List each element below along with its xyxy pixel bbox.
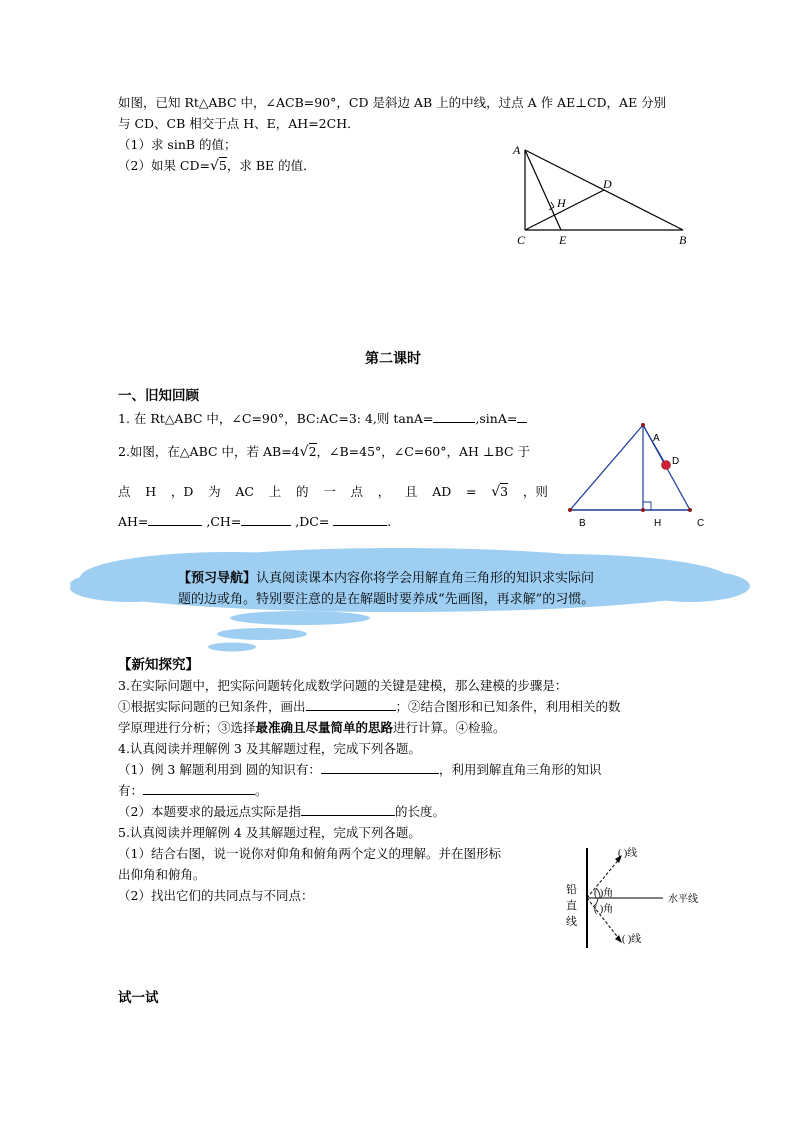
word: 点 — [118, 484, 131, 499]
lesson-title: 第二课时 — [365, 351, 421, 367]
item3-line2-a: ①根据实际问题的已知条件，画出 — [118, 699, 306, 714]
problem1-line1: 如图，已知 Rt△ABC 中，∠ACB=90°，CD 是斜边 AB 上的中线，过点 A 作 AE⊥CD，AE 分别 — [118, 95, 667, 110]
review-item1 — [118, 409, 527, 429]
review-item2-line2 — [118, 482, 548, 502]
item3-line3-b: 进行计算。④检验。 — [393, 720, 506, 735]
label-D: D — [672, 456, 680, 467]
model-blank[interactable] — [306, 698, 396, 711]
word: 且 — [404, 484, 418, 499]
label-A: A — [513, 143, 521, 157]
sqrt-symbol: √ — [210, 158, 219, 174]
review-item1-prefix: 1. 在 Rt△ABC 中，∠C=90°，BC:AC=3: 4,则 tanA= — [118, 411, 434, 426]
label-C: C — [697, 518, 705, 529]
item4-1-b: ，利用到解直角三角形的知识 — [438, 762, 602, 777]
sqrt-radicand: 5 — [218, 158, 227, 173]
explore-item5-1: （1）结合右图，说一说你对仰角和俯角两个定义的理解。并在图形标 — [118, 846, 501, 861]
vertical-label-3: 线 — [566, 916, 577, 928]
explore-item4-1-line2 — [118, 781, 268, 801]
explore-item4-1 — [118, 760, 601, 780]
label-C: C — [517, 233, 526, 247]
explore-item3-line2 — [118, 697, 621, 717]
ch-blank[interactable] — [241, 513, 291, 526]
label-A: A — [653, 433, 660, 444]
word: 上 — [268, 484, 282, 499]
triangle-diagram-1 — [505, 140, 705, 252]
problem1-question2 — [118, 156, 316, 176]
word: ， — [377, 484, 391, 499]
sinA-blank[interactable] — [517, 410, 527, 423]
label-B: B — [679, 233, 687, 247]
item3-line2-b: ；②结合图形和已知条件，利用相关的数 — [395, 699, 621, 714]
question2-suffix: ，求 BE 的值． — [226, 158, 316, 173]
word: 为 — [208, 484, 221, 499]
review-item2-part2: ，∠B=45°，∠C=60°，AH ⊥BC 于 — [316, 444, 531, 459]
item4-2-b: 的长度。 — [394, 804, 445, 819]
ah-label: AH= — [118, 514, 149, 529]
dc-label: ,DC= — [291, 514, 334, 529]
preview-line2: 题的边或角。特别要注意的是在解题时要养成“先画图，再求解”的习惯。 — [178, 592, 595, 607]
farthest-point-blank[interactable] — [301, 803, 395, 816]
ah-blank[interactable] — [148, 513, 202, 526]
word: AD — [432, 484, 452, 499]
item3-line3-bold: 最准确且尽量简单的思路 — [255, 720, 394, 735]
review-heading: 一、旧知回顾 — [118, 388, 199, 404]
line-end: . — [387, 514, 392, 529]
sqrt-radicand: 3 — [500, 484, 509, 499]
explore-item4-2 — [118, 802, 445, 822]
preview-text — [178, 568, 658, 610]
word: 点 — [350, 484, 363, 499]
item3-line3-a: 学原理进行分析；③选择 — [118, 720, 256, 735]
explore-item5-2: （2）找出它们的共同点与不同点： — [118, 888, 314, 903]
sqrt-symbol: √ — [491, 484, 501, 500]
item4-1-c: 有： — [118, 783, 144, 798]
preview-text1: 认真阅读课本内容你将学会用解直角三角形的知识求实际问 — [256, 571, 595, 586]
item4-1-a: （1）例 3 解题利用到 圆的知识有： — [118, 762, 321, 777]
explore-item5-1-line2: 出仰角和俯角。 — [118, 867, 206, 882]
word: 一 — [323, 484, 336, 499]
bottom-line-label: ( )线 — [622, 934, 642, 945]
circle-knowledge-blank[interactable] — [321, 761, 439, 774]
explore-item4: 4.认真阅读并理解例 3 及其解题过程，完成下列各题。 — [118, 741, 421, 756]
word: 的 — [295, 484, 309, 499]
review-item2-part1: 2.如图，在△ABC 中，若 AB=4 — [118, 444, 300, 459]
sqrt-radicand: 2 — [308, 444, 317, 459]
ch-label: ,CH= — [202, 514, 242, 529]
explore-item3: 3.在实际问题中，把实际问题转化成数学问题的关键是建模，那么建模的步骤是： — [118, 678, 568, 693]
sqrt3 — [491, 482, 508, 502]
item4-2-a: （2）本题要求的最远点实际是指 — [118, 804, 301, 819]
label-H: H — [654, 518, 662, 529]
top-line-label: ( )线 — [618, 848, 638, 859]
label-D: D — [603, 177, 612, 191]
explore-heading: 【新知探究】 — [118, 657, 199, 673]
review-item1-mid: ,sinA= — [475, 411, 518, 426]
triangle-diagram-2 — [560, 415, 720, 533]
word: H — [145, 484, 157, 499]
word: AC — [235, 484, 254, 499]
sqrt-symbol: √ — [299, 444, 309, 460]
angle-diagram — [560, 838, 720, 958]
solve-knowledge-blank[interactable] — [143, 782, 255, 795]
review-item2-line3 — [118, 512, 391, 532]
item4-1-end: 。 — [255, 783, 268, 798]
upper-angle-label: ( )角 — [594, 888, 614, 899]
word: ，D — [170, 484, 194, 499]
question2-prefix: （2）如果 CD= — [118, 158, 210, 173]
label-H: H — [557, 196, 566, 210]
preview-tag: 【预习导航】 — [178, 571, 257, 586]
tanA-blank[interactable] — [433, 410, 475, 423]
dc-blank[interactable] — [333, 513, 387, 526]
vertical-label-2: 直 — [566, 900, 577, 912]
problem1-line2: 与 CD、CB 相交于点 H、E，AH=2CH． — [118, 116, 360, 131]
explore-item3-line3 — [118, 718, 506, 738]
preview-line1 — [178, 568, 658, 589]
problem1-question1: （1）求 sinB 的值； — [118, 137, 237, 152]
label-B: B — [579, 518, 586, 529]
try-it-heading: 试一试 — [118, 990, 159, 1006]
label-E: E — [559, 233, 567, 247]
word: = — [466, 484, 477, 499]
horizontal-label: 水平线 — [668, 894, 698, 905]
vertical-label-1: 铅 — [566, 884, 577, 896]
word: ，则 — [522, 484, 548, 499]
lower-angle-label: ( )角 — [594, 904, 614, 915]
explore-item5: 5.认真阅读并理解例 4 及其解题过程，完成下列各题。 — [118, 825, 421, 840]
review-item2-line1 — [118, 442, 530, 462]
